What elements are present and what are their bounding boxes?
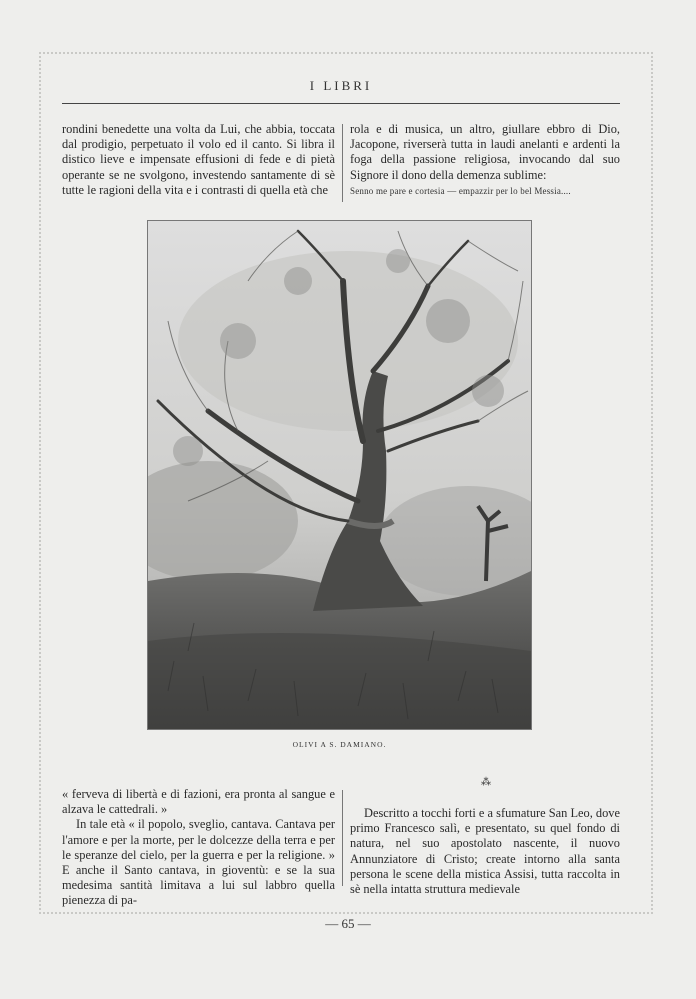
olive-tree-illustration <box>148 221 531 729</box>
bottom-left-paragraph-2: In tale età « il popolo, sveglio, cantava. Cantava per l'amore e per la morte, per le dolcezze della terra e per le speranze del cielo, per la guerra e per la religione. » E anche il Santo cantava, in gioventù: e se la sua medesima santità limitava a lui sul labbro quella pienezza di pa- <box>62 817 335 908</box>
top-right-paragraph: rola e di musica, un altro, giullare ebbro di Dio, Jacopone, riverserà tutta in laudi anelanti e ardenti la foga della passione religiosa, invocando dal suo Signore il dono della demenza sublime: <box>350 122 620 182</box>
running-title: I LIBRI <box>309 78 373 93</box>
top-left-column <box>62 122 335 198</box>
header-rule <box>62 103 620 104</box>
page-number: — 65 — <box>325 916 371 931</box>
bottom-column-divider <box>342 790 343 886</box>
section-asterism: ⁂ <box>481 777 491 788</box>
top-left-paragraph: rondini benedette una volta da Lui, che abbia, toccata dal prodigio, perpetuato il volo ed il canto. Si libra il distico lieve e impensate effusioni di fede e di pietà operante se ne svolgono, investendo santamente di sè tutte le ragioni della vita e i contrasti di quella età che <box>62 122 335 197</box>
top-column-divider <box>342 124 343 202</box>
figure-caption: OLIVI A S. DAMIANO. <box>292 740 387 749</box>
bottom-right-column <box>350 806 620 897</box>
jacopone-verse: Senno me pare e cortesia — empazzir per lo bel Messia.... <box>350 185 571 196</box>
bottom-left-column <box>62 787 335 909</box>
top-right-column <box>350 122 620 199</box>
olive-tree-photograph <box>148 221 531 729</box>
bottom-right-paragraph: Descritto a tocchi forti e a sfumature San Leo, dove primo Francesco salì, e presentato, su quel fondo di natura, nel suo apostolato nascente, il nuovo Annunziatore di Cristo; create intorno alla santa persona le scene della mistica Assisi, tutta raccolta in sè nella intatta struttura medievale <box>350 806 620 897</box>
bottom-left-paragraph-1: « ferveva di libertà e di fazioni, era pronta al sangue e alzava le cattedrali. » <box>62 787 335 817</box>
